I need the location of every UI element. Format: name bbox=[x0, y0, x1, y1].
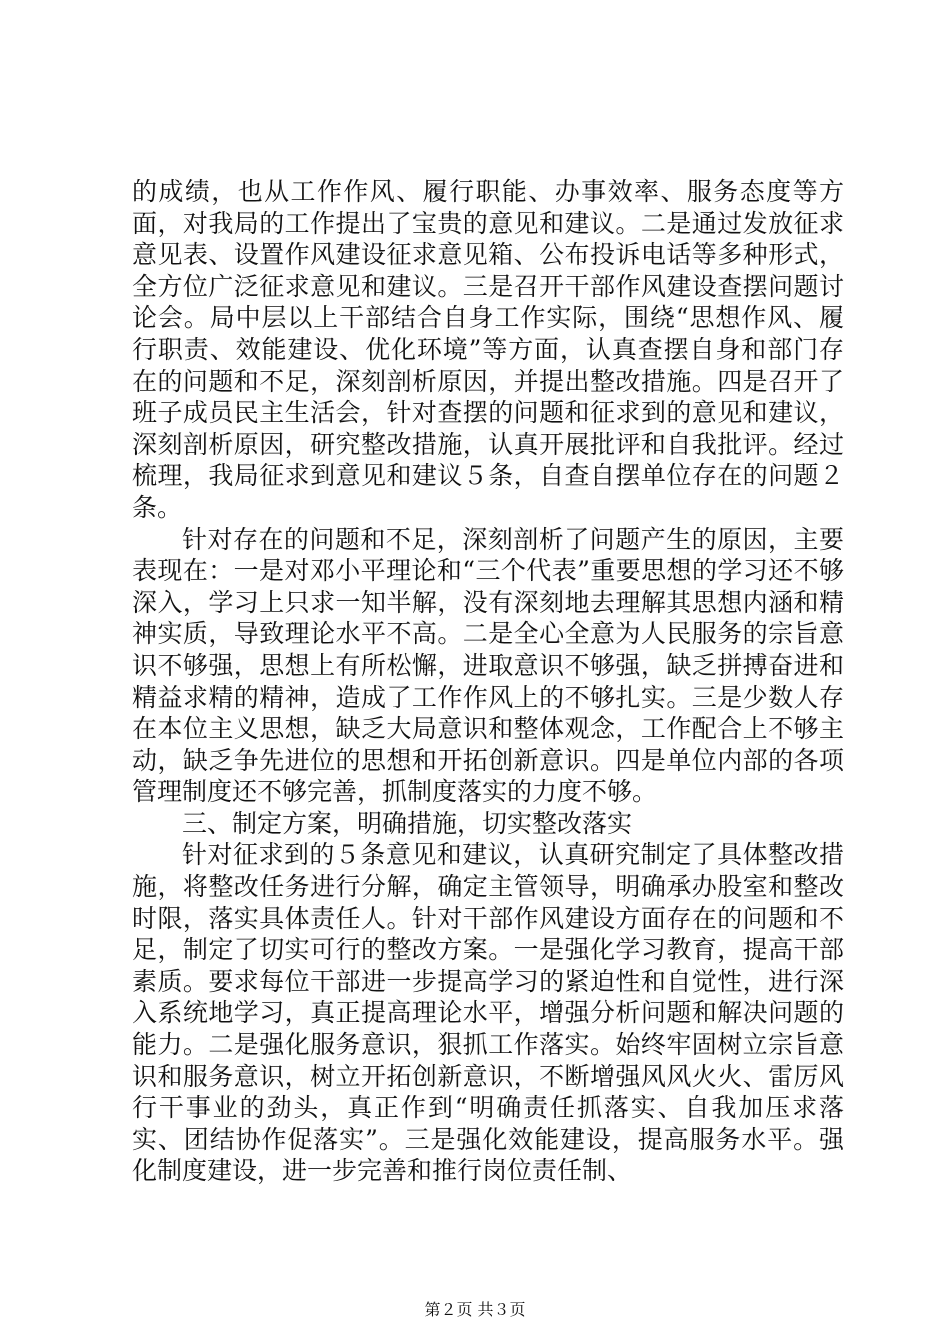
document-body bbox=[132, 176, 844, 1187]
paragraph-1: 的成绩，也从工作作风、履行职能、办事效率、服务态度等方面，对我局的工作提出了宝贵的意见和建议。二是通过发放征求意见表、设置作风建设征求意见箱、公布投诉电话等多种形式，全方位广泛征求意见和建议。三是召开干部作风建设查摆问题讨论会。局中层以上干部结合自身工作实际，围绕“思想作风、履行职责、效能建设、优化环境”等方面，认真查摆自身和部门存在的问题和不足，深刻剖析原因，并提出整改措施。四是召开了班子成员民主生活会，针对查摆的问题和征求到的意见和建议，深刻剖析原因，研究整改措施，认真开展批评和自我批评。经过梳理，我局征求到意见和建议５条，自查自摆单位存在的问题２条。 bbox=[132, 177, 844, 522]
paragraph-2: 针对存在的问题和不足，深刻剖析了问题产生的原因，主要表现在：一是对邓小平理论和“三个代表”重要思想的学习还不够深入，学习上只求一知半解，没有深刻地去理解其思想内涵和精神实质，导致理论水平不高。二是全心全意为人民服务的宗旨意识不够强，思想上有所松懈，进取意识不够强，缺乏拼搏奋进和精益求精的精神，造成了工作作风上的不够扎实。三是少数人存在本位主义思想，缺乏大局意识和整体观念，工作配合上不够主动，缺乏争先进位的思想和开拓创新意识。四是单位内部的各项管理制度还不够完善，抓制度落实的力度不够。 bbox=[132, 524, 844, 807]
page-footer: 第２页 共３页 bbox=[424, 1300, 526, 1319]
paragraph-3: 针对征求到的５条意见和建议，认真研究制定了具体整改措施，将整改任务进行分解，确定主管领导，明确承办股室和整改时限，落实具体责任人。针对干部作风建设方面存在的问题和不足，制定了切实可行的整改方案。一是强化学习教育，提高干部素质。要求每位干部进一步提高学习的紧迫性和自觉性，进行深入系统地学习，真正提高理论水平，增强分析问题和解决问题的能力。二是强化服务意识，狠抓工作落实。始终牢固树立宗旨意识和服务意识，树立开拓创新意识，不断增强风风火火、雷厉风行干事业的劲头，真正作到“明确责任抓落实、自我加压求落实、团结协作促落实”。三是强化效能建设，提高服务水平。强化制度建设，进一步完善和推行岗位责任制、 bbox=[132, 840, 844, 1186]
section-heading: 三、制定方案，明确措施，切实整改落实 bbox=[182, 808, 633, 838]
